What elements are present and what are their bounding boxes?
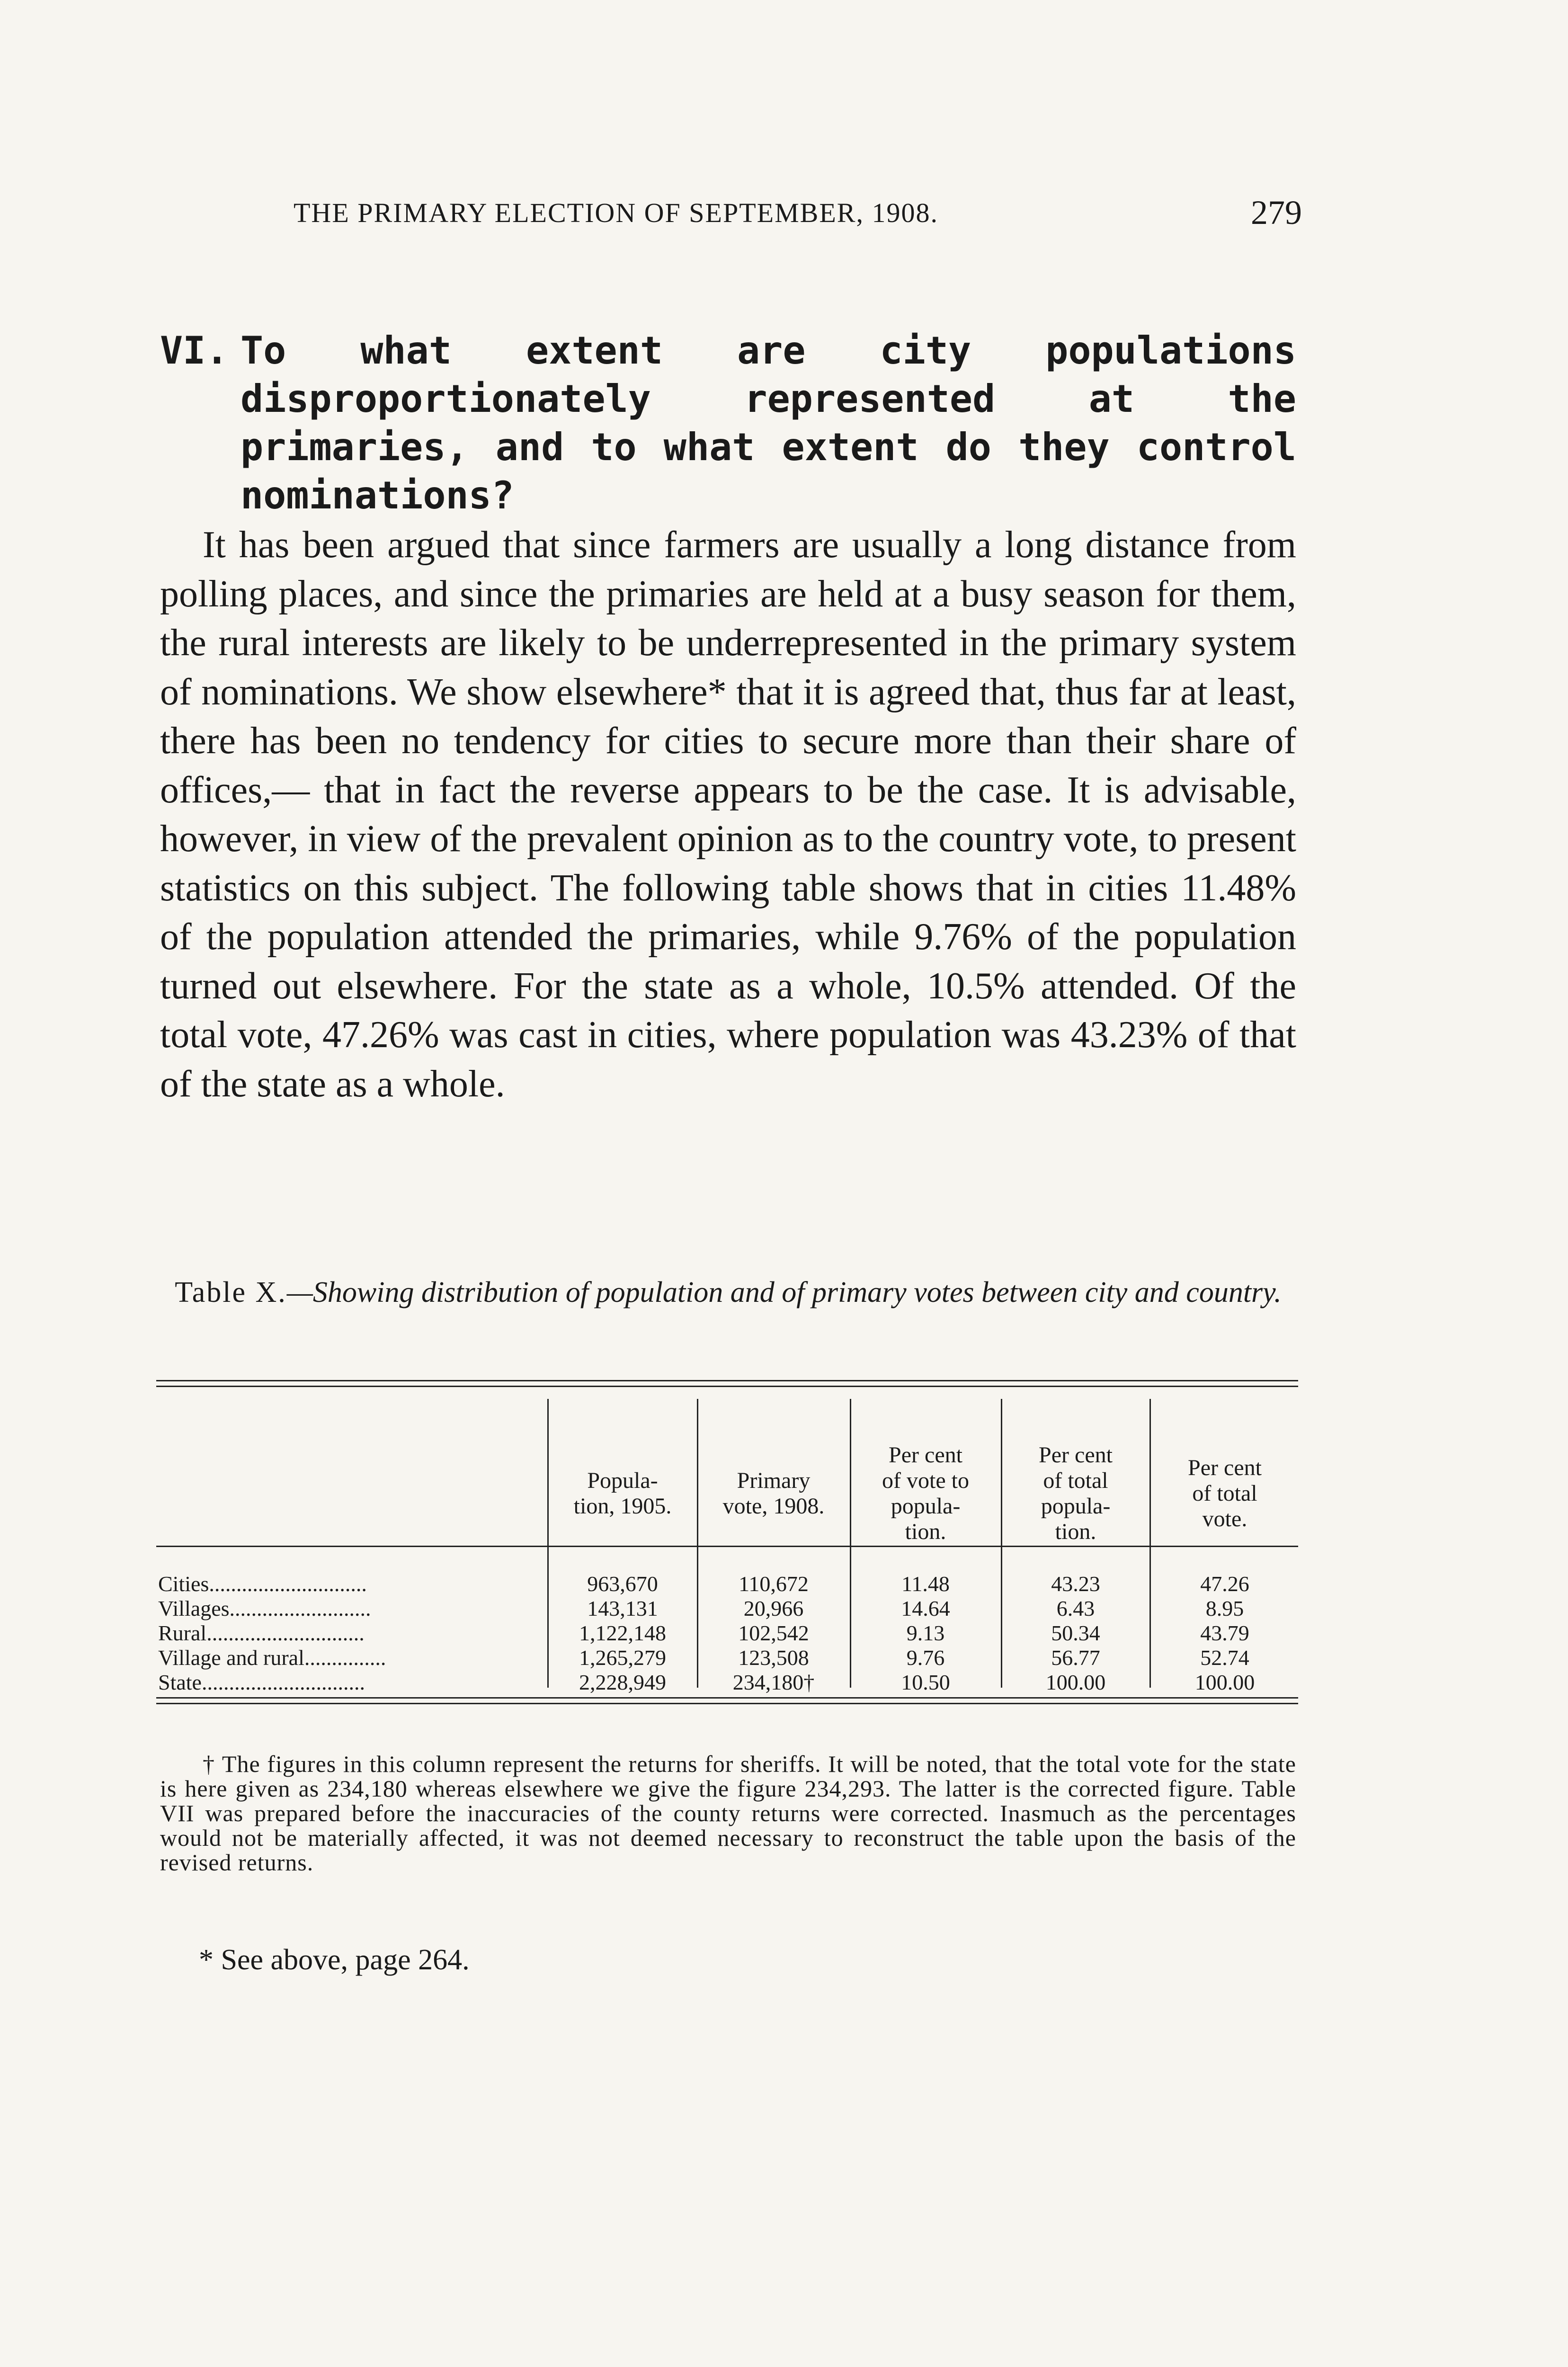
cell-vote: 234,180† [732,1670,815,1694]
cell-pct-total-vote: 100.00 [1194,1670,1255,1694]
table-top-rule [156,1380,1298,1381]
table-row [156,1621,1298,1646]
cell-pct-total-pop: 6.43 [1056,1596,1095,1620]
cell-pct-total-vote: 8.95 [1205,1596,1244,1620]
cell-pct-vote-pop: 9.13 [906,1621,945,1645]
table-row [156,1670,1298,1695]
cell-pct-vote-pop: 10.50 [901,1670,950,1694]
table-caption [160,1273,1296,1311]
data-table [156,1380,1298,1711]
cell-population: 143,131 [587,1596,658,1620]
cell-pct-total-vote: 47.26 [1200,1572,1249,1596]
cell-pct-total-vote: 43.79 [1200,1621,1249,1645]
section-number: VI. [160,329,229,373]
page-number: 279 [1251,194,1302,231]
footnote: * See above, page 264. [199,1944,470,1976]
row-label: Cities............................. [158,1572,367,1596]
cell-pct-total-pop: 43.23 [1051,1572,1100,1596]
table-top-rule-2 [156,1386,1298,1387]
cell-vote: 110,672 [739,1572,809,1596]
cell-pct-total-pop: 100.00 [1045,1670,1106,1694]
cell-vote: 102,542 [738,1621,809,1645]
cell-pct-vote-pop: 11.48 [901,1572,950,1596]
cell-pct-total-vote: 52.74 [1200,1646,1249,1670]
table-caption-text: —Showing distribution of population and of primary votes between city and country. [286,1276,1282,1308]
table-bottom-rule [156,1697,1298,1699]
section-question [160,327,1296,520]
row-label: Rural............................. [158,1621,365,1645]
cell-population: 963,670 [587,1572,658,1596]
cell-population: 2,228,949 [579,1670,666,1694]
cell-vote: 123,508 [738,1646,809,1670]
cell-pct-total-pop: 56.77 [1051,1646,1100,1670]
table-note: † The figures in this column represent the returns for sheriffs. It will be noted, that the total vote for the state is here given as 234,180 whereas elsewhere we give the figure 234,293. The latter is the corrected figure. Table VII was prepared before the inaccuracies of the county returns were corrected. Inasmuch as the percentages would not be materially affected, it was not deemed necessary to reconstruct the table upon the basis of the revised returns. [160,1751,1296,1876]
cell-pct-vote-pop: 9.76 [906,1646,945,1670]
cell-pct-total-pop: 50.34 [1051,1621,1100,1645]
cell-pct-vote-pop: 14.64 [901,1596,950,1620]
header-pct-total-pop: Per cent of total popula- tion. [1039,1442,1113,1544]
row-label: Villages.......................... [158,1596,371,1620]
header-pct-total-vote: Per cent of total vote. [1188,1455,1262,1531]
table-row [156,1596,1298,1621]
header-primary-vote: Primary vote, 1908. [722,1468,825,1519]
running-head [294,193,1302,236]
table-header-rule [156,1546,1298,1547]
running-title: THE PRIMARY ELECTION OF SEPTEMBER, 1908. [294,197,938,228]
cell-population: 1,122,148 [579,1621,666,1645]
section-question-text: To what extent are city populations disproportionately represented at the primaries, and to what extent do they control nominations? [241,329,1296,517]
row-label: State.............................. [158,1670,365,1694]
table-caption-label: Table X. [175,1276,287,1308]
table-row [156,1572,1298,1596]
header-pct-vote-pop: Per cent of vote to popula- tion. [882,1442,969,1544]
table-row [156,1646,1298,1670]
cell-population: 1,265,279 [579,1646,666,1670]
row-label: Village and rural............... [158,1646,386,1670]
table-bottom-rule-2 [156,1703,1298,1704]
cell-vote: 20,966 [743,1596,804,1620]
body-paragraph: It has been argued that since farmers are usually a long distance from polling places, and since the primaries are held at a busy season for them, the rural interests are likely to be underrepresented in the primary system of nominations. We show elsewhere* that it is agreed that, thus far at least, there has been no tendency for cities to secure more than their share of offices,— that in fact the reverse appears to be the case. It is advisable, however, in view of the prevalent opinion as to the country vote, to present statistics on this subject. The following table shows that in cities 11.48% of the population attended the primaries, while 9.76% of the population turned out elsewhere. For the state as a whole, 10.5% attended. Of the total vote, 47.26% was cast in cities, where population was 43.23% of that of the state as a whole. [160,524,1296,1105]
header-population: Popula- tion, 1905. [573,1468,672,1519]
